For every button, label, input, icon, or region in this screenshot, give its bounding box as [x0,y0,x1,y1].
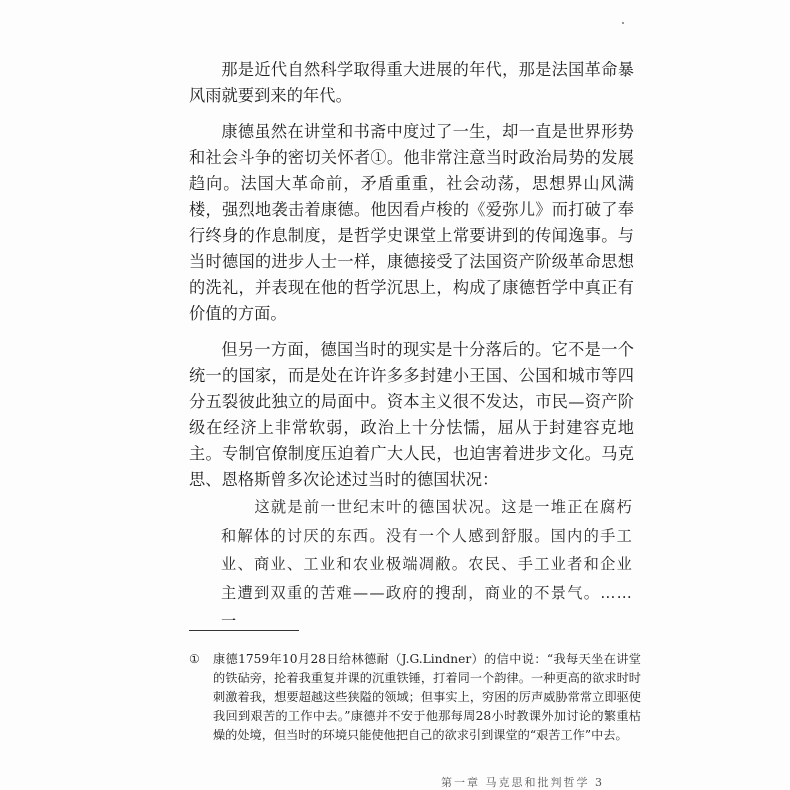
main-text [189,57,634,503]
paragraph: 但另一方面，德国当时的现实是十分落后的。它不是一个统一的国家，而是处在许许多多封建小王国、公国和城市等四分五裂彼此独立的局面中。资本主义很不发达，市民—资产阶级在经济上非常软弱，政治上十分怯懦，屈从于封建容克地主。专制官僚制度压迫着广大人民，也迫害着进步文化。马克思、恩格斯曾多次论述过当时的德国状况： [189,340,634,489]
scan-speck [622,22,624,24]
quote-text: 这就是前一世纪末叶的德国状况。这是一堆正在腐朽和解体的讨厌的东西。没有一个人感到舒服。国内的手工业、商业、工业和农业极端凋敝。农民、手工业者和企业主遭到双重的苦难——政府的搜刮，商业的不景气。……一 [221,498,633,630]
footnote-text: 康德1759年10月28日给林德耐（J.G.Lindner）的信中说：“我每天坐在讲堂的铁砧旁，抡着我重复并课的沉重铁锤，打着同一个韵律。一种更高的欲求时时刺激着我，想要超越这些狭隘的领域；但事实上，穷困的厉声威胁常常立即驱使我回到艰苦的工作中去。”康德并不安于他那每周28小时教课外加讨论的繁重枯燥的处境，但当时的环境只能使他把自己的欲求引到课堂的“艰苦工作”中去。 [213,652,641,742]
footnote-divider [189,630,299,631]
paragraph: 康德虽然在讲堂和书斋中度过了一生，却一直是世界形势和社会斗争的密切关怀者①。他非常注意当时政治局势的发展趋向。法国大革命前，矛盾重重，社会动荡，思想界山风满楼，强烈地袭击着康德。他因看卢梭的《爱弥儿》而打破了奉行终身的作息制度，是哲学史课堂上常要讲到的传闻逸事。与当时德国的进步人士一样，康德接受了法国资产阶级革命思想的洗礼，并表现在他的哲学沉思上，构成了康德哲学中真正有价值的方面。 [189,122,634,323]
footnote [189,650,641,745]
running-footer: 第一章 马克思和批判哲学 3 [441,776,604,789]
footnote-marker: ① [189,652,200,666]
paragraph: 那是近代自然科学取得重大进展的年代，那是法国革命暴风雨就要到来的年代。 [189,60,634,105]
block-quote [221,493,633,636]
